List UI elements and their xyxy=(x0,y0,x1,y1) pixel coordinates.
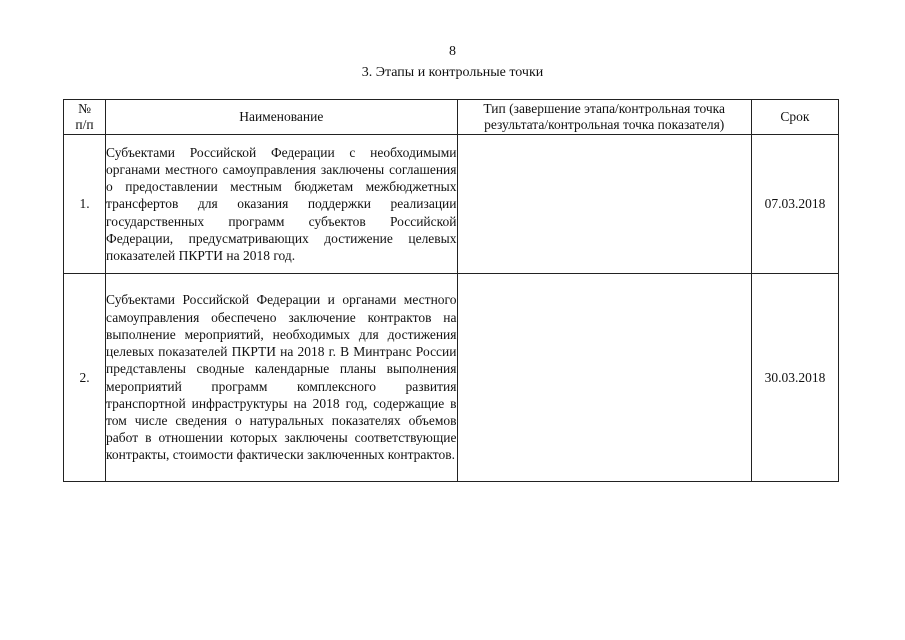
section-title: 3. Этапы и контрольные точки xyxy=(361,65,544,80)
stages-table xyxy=(63,99,839,482)
header-name: Наименование xyxy=(106,100,457,135)
header-number-line1: № xyxy=(78,101,91,116)
row-name: Субъектами Российской Федерации с необходимыми органами местного самоуправления заключены соглашения о предоставлении местным бюджетам межбюджетных трансфертов для оказания поддержки реализации государственных программ субъектов Российской Федерации, предусматривающих достижение целевых показателей ПКРТИ на 2018 год. xyxy=(106,135,457,274)
row-type xyxy=(457,135,751,274)
header-number-line2: п/п xyxy=(75,117,94,132)
header-date: Срок xyxy=(751,100,838,135)
table-row xyxy=(64,274,839,482)
row-number: 2. xyxy=(64,274,106,482)
row-name: Субъектами Российской Федерации и органами местного самоуправления обеспечено заключение контрактов на выполнение мероприятий, необходимых для достижения целевых показателей ПКРТИ на 2018 г. В Минтранс России представлены сводные календарные планы выполнения мероприятий программ комплексного развития транспортной инфраструктуры на 2018 год, содержащие в том числе сведения о натуральных показателях объемов работ в отношении которых заключены соответствующие контракты, стоимости фактически заключенных контрактов. xyxy=(106,274,457,482)
row-number: 1. xyxy=(64,135,106,274)
header-type: Тип (завершение этапа/контрольная точка результата/контрольная точка показателя) xyxy=(457,100,751,135)
row-type xyxy=(457,274,751,482)
table-header-row xyxy=(64,100,839,135)
page-number: 8 xyxy=(449,44,456,59)
row-date: 07.03.2018 xyxy=(751,135,838,274)
table-row xyxy=(64,135,839,274)
header-number xyxy=(64,100,106,135)
row-date: 30.03.2018 xyxy=(751,274,838,482)
